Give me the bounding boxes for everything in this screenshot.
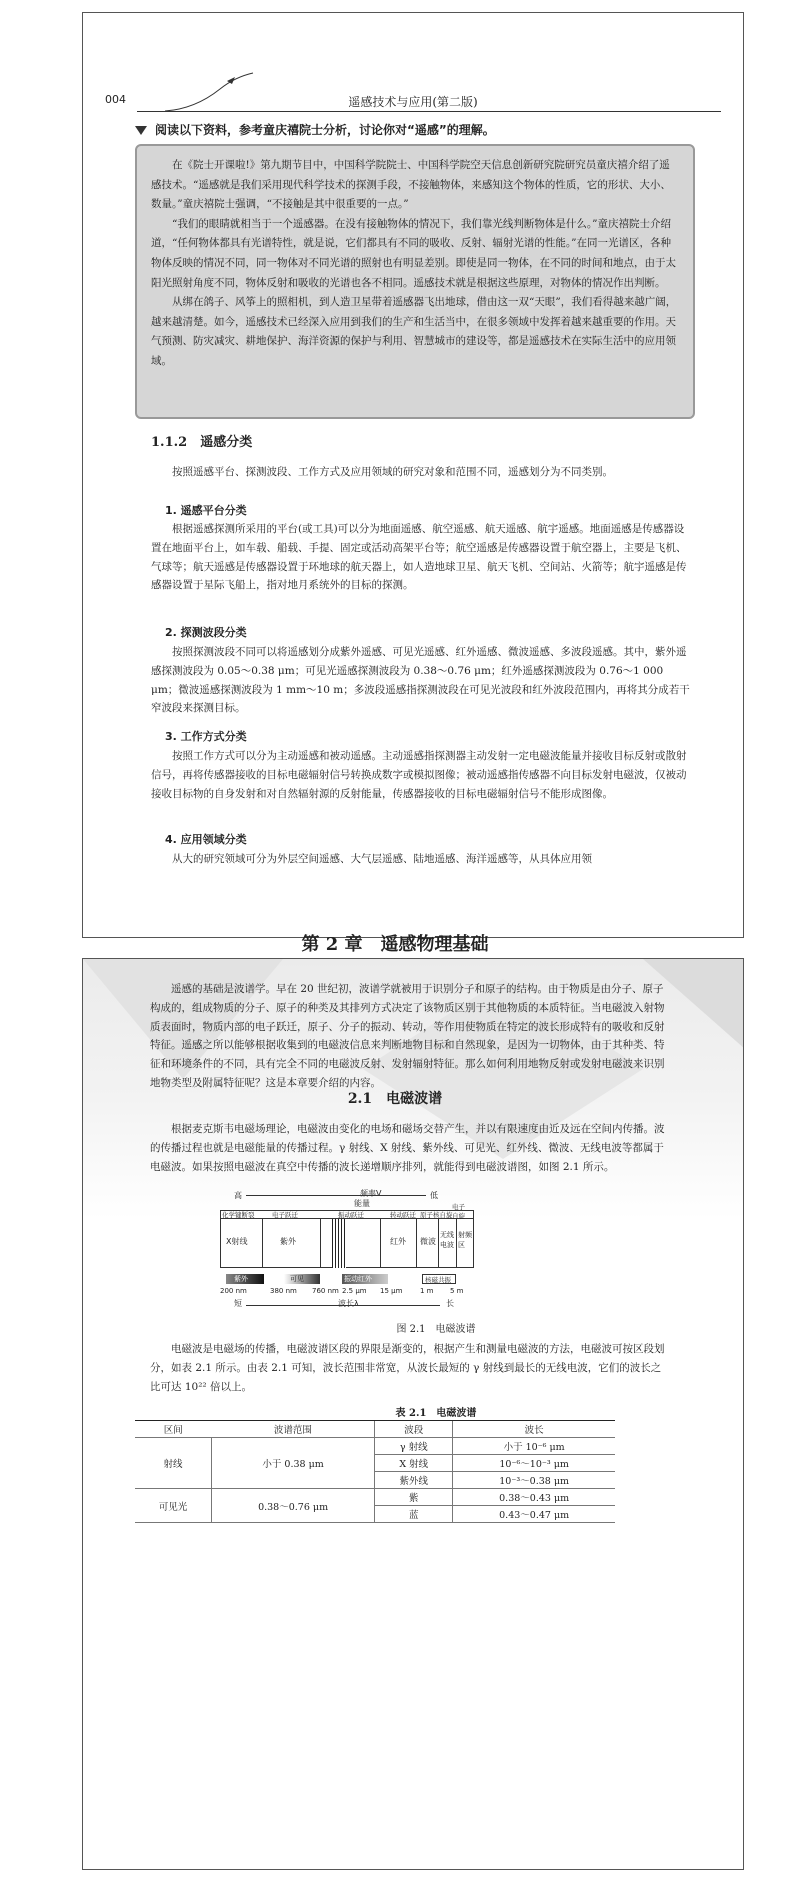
process-label: 化学键断裂 [222,1211,255,1219]
body-text [150,980,670,1093]
table-cell: 0.43～0.47 μm [453,1506,615,1523]
band-label: 无线电波 [440,1231,454,1249]
fig-bottom-arrow [246,1305,440,1306]
reading-paragraph: 在《院士开课啦!》第九期节目中，中国科学院院士、中国科学院空天信息创新研究院研究员童庆禧介绍了遥感技术。“遥感就是我们采用现代科学技术的探测手段，不接触物体，来感知这个物体的性质，它的形状、大小、数量。”童庆禧院士强调，“不接触是其中很重要的一点。” [151,159,671,211]
process-label: 电子自旋 [452,1203,465,1220]
body-text [150,1340,670,1396]
fig-top-arrow [246,1195,426,1196]
table-cell: 10⁻⁶～10⁻³ μm [453,1455,615,1472]
table-cell: 可见光 [135,1489,211,1523]
table-header: 波谱范围 [211,1421,374,1438]
process-label: 原子核自旋 [420,1211,453,1219]
mode-paragraph: 按照工作方式可以分为主动遥感和被动遥感。主动遥感指探测器主动发射一定电磁波能量并接收目标反射或散射信号，再将传感器接收的目标电磁辐射信号转换成数字或模拟图像；被动遥感指传感器不向目标发射电磁波，仅被动接收目标物的自身发射和对自然辐射源的反射能量，传感器接收的目标电磁辐射信号不能形成图像。 [151,750,687,800]
sub-band-nmr: 核磁共振 [422,1274,456,1284]
wavelength-tick: 1 m [420,1287,434,1295]
fig-high-label: 高 [234,1191,242,1200]
triangle-bullet-icon [135,126,147,135]
table-cell: γ 射线 [375,1438,453,1455]
table-cell: 小于 0.38 μm [211,1438,374,1489]
header-rule [137,111,721,112]
table-cell: 10⁻³～0.38 μm [453,1472,615,1489]
table-cell: 紫 [375,1489,453,1506]
body-text [151,747,691,803]
band-label: 射频区 [458,1231,472,1249]
spectrum-figure [220,1190,580,1318]
application-paragraph: 从大的研究领域可分为外层空间遥感、大气层遥感、陆地遥感、海洋遥感等，从具体应用领 [172,853,592,865]
table-cell: 0.38～0.43 μm [453,1489,615,1506]
body-text [151,643,691,718]
section-heading: 1.1.2 遥感分类 [151,435,253,450]
header-title: 遥感技术与应用(第二版) [348,95,478,109]
table-header: 波长 [453,1421,615,1438]
fig-wavelength-label: 波长λ [338,1299,359,1308]
process-label: 转动跃迁 [390,1211,416,1219]
reading-paragraph: 从绑在鸽子、风筝上的照相机，到人造卫星带着遥感器飞出地球，借由这一双“天眼”，我们看得越来越广阔，越来越清楚。如今，遥感技术已经深入应用到我们的生产和生活当中，在很多领域中发挥着越来越重要的作用。天气预测、防灾减灾、耕地保护、海洋资源的保护与利用、智慧城市的建设等，都是遥感技术在实际生活中的应用领域。 [151,296,677,367]
discussion-prompt: 阅读以下资料，参考童庆禧院士分析，讨论你对“遥感”的理解。 [153,121,723,138]
table-cell: 射线 [135,1438,211,1489]
subheading-band: 2. 探测波段分类 [165,626,247,639]
figure-caption: 图 2.1 电磁波谱 [396,1324,476,1335]
sub-band-ir: 振动红外 [342,1274,388,1284]
fig-frequency-label: 频率V [360,1189,382,1198]
chapter-title: 第 2 章 遥感物理基础 [301,934,489,955]
running-header [105,69,721,115]
book-page-1 [82,12,744,938]
reading-box [135,144,695,419]
table-cell: 小于 10⁻⁶ μm [453,1438,615,1455]
table-header-row [135,1421,615,1438]
band-label: X射线 [226,1237,248,1246]
wavelength-tick: 760 nm [312,1287,339,1295]
fig-long-label: 长 [446,1299,454,1308]
band-label: 紫外 [280,1237,296,1246]
body-text [150,1120,670,1176]
reading-paragraph: “我们的眼睛就相当于一个遥感器。在没有接触物体的情况下，我们靠光线判断物体是什么。”童庆禧院士介绍道，“任何物体都具有光谱特性，就是说，它们都具有不同的吸收、反射、辐射光谱的性能。”在同一光谱区，各种物体反映的情况不同，同一物体对不同光谱的照射也有明显差别。即使是同一物体，在不同的时间和地点，由于太阳光照射角度不同，物体反射和吸收的光谱也各不相同。遥感技术就是根据这些原理，对物体的情况作出判断。 [151,217,676,289]
section-2-1-heading: 2.1 电磁波谱 [347,1091,443,1107]
fig-energy-label: 能量 [354,1199,370,1208]
sub-band-visible: 可见 [284,1274,320,1284]
sub-band-uv: 紫外 [226,1274,264,1284]
table-cell: 紫外线 [375,1472,453,1489]
process-label: 振动跃迁 [338,1211,364,1219]
table-header: 波段 [375,1421,453,1438]
intro-paragraph: 按照遥感平台、探测波段、工作方式及应用领域的研究对象和范围不同，遥感划分为不同类别。 [172,466,613,478]
subheading-application: 4. 应用领域分类 [165,833,247,846]
chapter-intro: 遥感的基础是波谱学。早在 20 世纪初，波谱学就被用于识别分子和原子的结构。由于物质是由分子、原子构成的，组成物质的分子、原子的种类及其排列方式决定了该物质区别于其他物质的本质特征。当电磁波入射物质表面时，物质内部的电子跃迁，原子、分子的振动、转动，等作用使物质在特定的波长形成特有的吸收和反射特征。遥感之所以能够根据收集到的电磁波信息来判断地物目标和自然现象，是因为一切物体，由于其种类、特征和环境条件的不同，具有完全不同的电磁波反射、发射辐射特征。那么如何利用地物反射或发射电磁波来识别地物类型及附属特征呢？这是本章要介绍的内容。 [150,983,665,1089]
band-paragraph: 按照探测波段不同可以将遥感划分成紫外遥感、可见光遥感、红外遥感、微波遥感、多波段遥感。其中，紫外遥感探测波段为 0.05～0.38 μm；可见光遥感探测波段为 0.38～0.76 μm；红外遥感探测波段为 0.76～1 000 μm；微波遥感探测波段为 1 mm～10 m；多波段遥感指探测波段在可见光波段和红外波段范围内，再将其分成若干窄波段来探测目标。 [151,646,690,715]
subheading-platform: 1. 遥感平台分类 [165,504,247,517]
table-caption: 表 2.1 电磁波谱 [395,1408,477,1419]
header-swoosh-icon [165,69,255,113]
spectrum-table [135,1420,615,1523]
table-header: 区间 [135,1421,211,1438]
wavelength-tick: 200 nm [220,1287,247,1295]
fig-low-label: 低 [430,1191,438,1200]
wavelength-tick: 380 nm [270,1287,297,1295]
fig-short-label: 短 [234,1299,242,1308]
body-text [151,850,691,869]
after-figure-paragraph: 电磁波是电磁场的传播，电磁波谱区段的界限是渐变的，根据产生和测量电磁波的方法，电磁波可按区段划分，如表 2.1 所示。由表 2.1 可知，波长范围非常宽，从波长最短的 γ 射线到最长的无线电波，它们的波长之比可达 10²² 倍以上。 [150,1343,665,1393]
visible-band [332,1219,346,1268]
wavelength-tick: 2.5 μm [342,1287,367,1295]
platform-paragraph: 根据遥感探测所采用的平台(或工具)可以分为地面遥感、航空遥感、航天遥感、航宇遥感。地面遥感是传感器设置在地面平台上，如车载、船载、手提、固定或活动高架平台等；航空遥感是传感器设置于航空器上，主要是飞机、气球等；航天遥感是传感器设置于环地球的航天器上，如人造地球卫星、航天飞机、空间站、火箭等；航宇遥感是传感器设置于星际飞船上，指对地月系统外的目标的探测。 [151,523,687,592]
body-text [151,463,691,482]
table-cell: X 射线 [375,1455,453,1472]
table-row [135,1438,615,1455]
table-cell: 蓝 [375,1506,453,1523]
table-row [135,1489,615,1506]
section-paragraph: 根据麦克斯韦电磁场理论，电磁波由变化的电场和磁场交替产生，并以有限速度由近及远在空间内传播。波的传播过程也就是电磁能量的传播过程。γ 射线、X 射线、紫外线、可见光、红外线、微波、无线电波等都属于电磁波。如果按照电磁波在真空中传播的波长递增顺序排列，就能得到电磁波谱图，如图 2.1 所示。 [150,1123,665,1173]
band-label: 红外 [390,1237,406,1246]
band-label: 微波 [420,1237,436,1246]
wavelength-tick: 5 m [450,1287,464,1295]
subheading-mode: 3. 工作方式分类 [165,730,247,743]
process-label: 电子跃迁 [272,1211,298,1219]
body-text [151,520,691,595]
page-number: 004 [105,93,126,106]
table-cell: 0.38～0.76 μm [211,1489,374,1523]
wavelength-tick: 15 μm [380,1287,403,1295]
